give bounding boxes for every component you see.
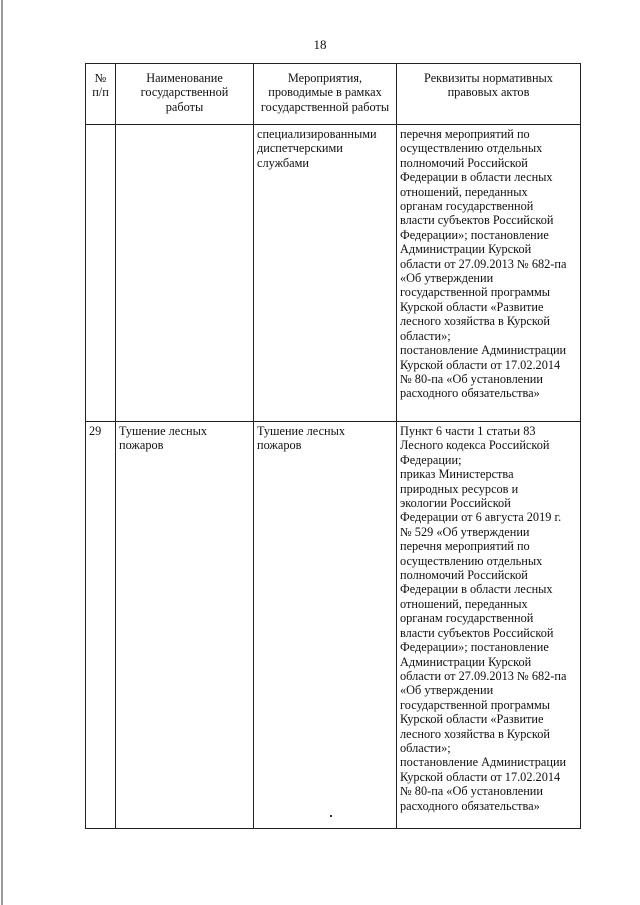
table-row [86,422,581,829]
row-number: 29 [86,422,116,829]
header-work-name: Наименование государственной работы [116,64,254,125]
header-legal-acts: Реквизиты нормативных правовых актов [397,64,581,125]
table-header-row [86,64,581,125]
row-activities: специализированными диспетчерскими службами [254,125,397,422]
legal-acts-table [85,63,581,829]
page-scan-edge [1,0,3,905]
header-number: № п/п [86,64,116,125]
header-activities: Мероприятия, проводимые в рамках государственной работы [254,64,397,125]
row-activities: Тушение лесных пожаров [254,422,397,829]
row-work-name: Тушение лесных пожаров [116,422,254,829]
row-work-name [116,125,254,422]
row-legal-acts: Пункт 6 части 1 статьи 83 Лесного кодекса Российской Федерации; приказ Министерства природных ресурсов и экологии Российской Федерации от 6 августа 2019 г. № 529 «Об утверждении перечня мероприятий по осуществлению отдельных полномочий Российской Федерации в области лесных отношений, переданных органам государственной власти субъектов Российской Федерации»; постановление Администрации Курской области от 27.09.2013 № 682-па «Об утверждении государственной программы Курской области «Развитие лесного хозяйства в Курской области»; постановление Администрации Курской области от 17.02.2014 № 80-па «Об установлении расходного обязательства» [397,422,581,829]
page-number: 18 [313,37,327,52]
row-legal-acts: перечня мероприятий по осуществлению отдельных полномочий Российской Федерации в области лесных отношений, переданных органам государственной власти субъектов Российской Федерации»; постановление Администрации Курской области от 27.09.2013 № 682-па «Об утверждении государственной программы Курской области «Развитие лесного хозяйства в Курской области»; постановление Администрации Курской области от 17.02.2014 № 80-па «Об установлении расходного обязательства» [397,125,581,422]
scan-speck [330,815,332,817]
table-row [86,125,581,422]
row-number [86,125,116,422]
